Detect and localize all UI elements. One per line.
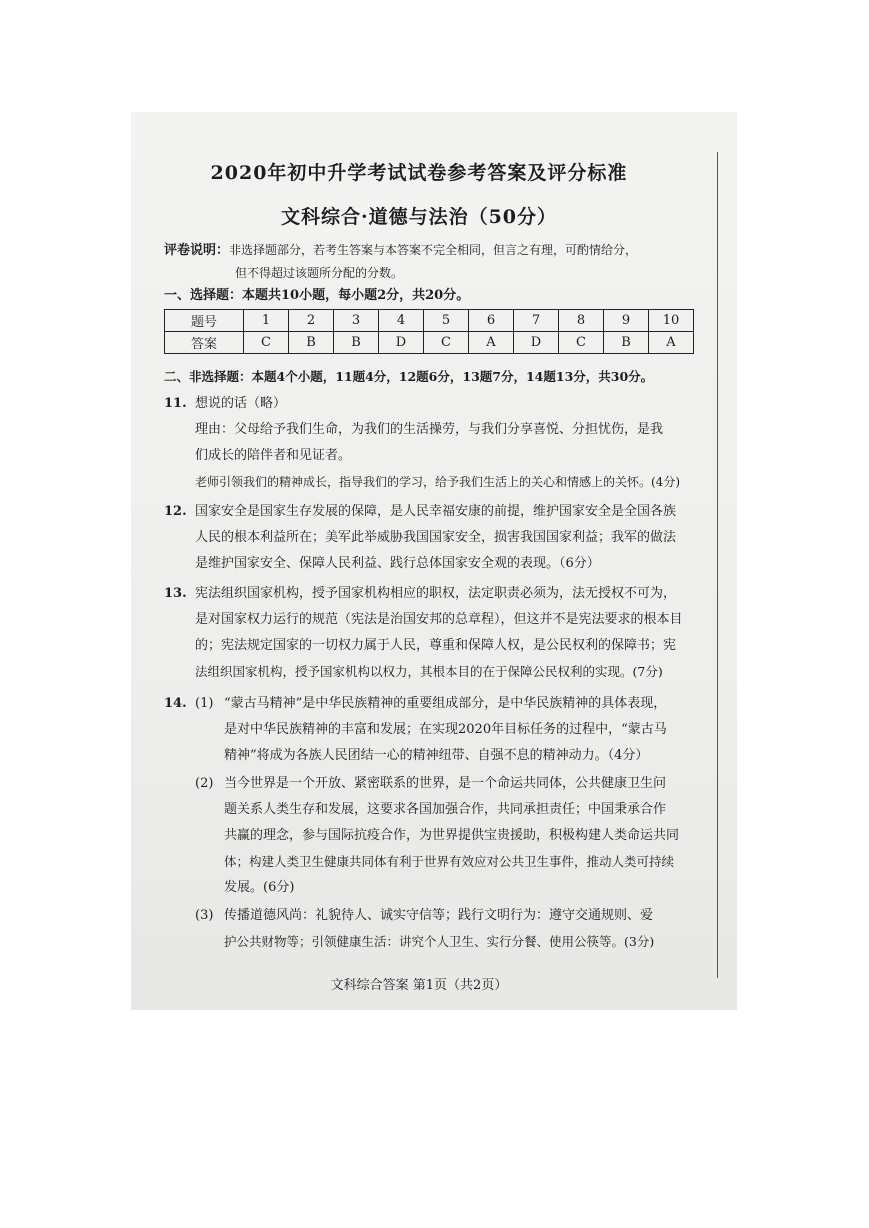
answer-table-number-row xyxy=(165,310,694,332)
question-number-cell: 3 xyxy=(334,310,379,332)
q13-number: 13. xyxy=(164,586,187,601)
q14-part1-line-2: 是对中华民族精神的丰富和发展；在实现2020年目标任务的过程中，“蒙古马 xyxy=(224,722,667,737)
answer-table-number-label: 题号 xyxy=(165,310,244,332)
answer-cell: B xyxy=(334,332,379,354)
q11-line-4: 老师引领我们的精神成长，指导我们的学习，给予我们生活上的关心和情感上的关怀。(4分) xyxy=(195,475,681,489)
section1-heading: 一、选择题：本题共10小题，每小题2分，共20分。 xyxy=(164,288,470,303)
q14-part1-mark: (1) xyxy=(195,696,214,711)
answer-cell: D xyxy=(379,332,424,354)
q14-part3-line-1: 传播道德风尚：礼貌待人、诚实守信等；践行文明行为：遵守交通规则、爱 xyxy=(224,908,654,923)
q13-line-4: 法组织国家机构，授予国家机构以权力，其根本目的在于保障公民权利的实现。(7分) xyxy=(195,664,663,679)
question-number-cell: 6 xyxy=(469,310,514,332)
answer-cell: A xyxy=(469,332,514,354)
question-number-cell: 10 xyxy=(649,310,694,332)
answer-cell: C xyxy=(559,332,604,354)
q13-line-1: 宪法组织国家机构，授予国家机构相应的职权，法定职责必须为，法无授权不可为， xyxy=(195,586,677,601)
q14-part3-line-2: 护公共财物等；引领健康生活：讲究个人卫生、实行分餐、使用公筷等。(3分) xyxy=(224,934,655,949)
question-number-cell: 8 xyxy=(559,310,604,332)
question-number-cell: 9 xyxy=(604,310,649,332)
answer-table xyxy=(164,309,694,354)
q11-line-2: 理由：父母给予我们生命，为我们的生活操劳，与我们分享喜悦、分担忧伤，是我 xyxy=(195,422,664,437)
answer-cell: B xyxy=(289,332,334,354)
q13-line-2: 是对国家权力运行的规范（宪法是治国安邦的总章程），但这并不是宪法要求的根本目 xyxy=(195,612,683,627)
q14-part2-mark: (2) xyxy=(195,776,214,791)
question-number-cell: 4 xyxy=(379,310,424,332)
exam-answer-sheet-photo xyxy=(131,112,737,1010)
margin-binding-line xyxy=(717,152,718,978)
answer-cell: C xyxy=(424,332,469,354)
answer-cell: A xyxy=(649,332,694,354)
q11-line-1: 想说的话（略） xyxy=(195,396,287,411)
q12-line-1: 国家安全是国家生存发展的保障，是人民幸福安康的前提，维护国家安全是全国各族 xyxy=(195,504,677,519)
grading-note-text-1: 非选择题部分，若考生答案与本答案不完全相同，但言之有理，可酌情给分， xyxy=(229,243,638,257)
page-title: 2020年初中升学考试试卷参考答案及评分标准 xyxy=(210,162,628,184)
q12-line-2: 人民的根本利益所在；美军此举威胁我国国家安全，损害我国国家利益；我军的做法 xyxy=(195,530,677,545)
answer-cell: C xyxy=(244,332,289,354)
q14-part1-line-3: 精神”将成为各族人民团结一心的精神纽带、自强不息的精神动力。（4分） xyxy=(224,748,649,763)
q11-number: 11. xyxy=(164,396,187,411)
question-number-cell: 1 xyxy=(244,310,289,332)
q14-number: 14. xyxy=(164,696,187,711)
q11-line-3: 们成长的陪伴者和见证者。 xyxy=(195,448,352,463)
grading-note-line-2: 但不得超过该题所分配的分数。 xyxy=(235,266,404,280)
page-footer: 文科综合答案 第1页（共2页） xyxy=(330,978,508,993)
question-number-cell: 2 xyxy=(289,310,334,332)
q14-part2-line-3: 共赢的理念，参与国际抗疫合作，为世界提供宝贵援助，积极构建人类命运共同 xyxy=(224,828,680,843)
answer-cell: B xyxy=(604,332,649,354)
q14-part3-mark: (3) xyxy=(195,908,214,923)
q12-line-3: 是维护国家安全、保障人民利益、践行总体国家安全观的表现。（6分） xyxy=(195,556,600,571)
page-subtitle: 文科综合·道德与法治（50分） xyxy=(280,206,558,228)
q13-line-3: 的；宪法规定国家的一切权力属于人民，尊重和保障人权，是公民权利的保障书；宪 xyxy=(195,638,677,653)
q12-number: 12. xyxy=(164,504,187,519)
section2-heading: 二、非选择题：本题4个小题，11题4分，12题6分，13题7分，14题13分，共30分。 xyxy=(164,369,654,384)
grading-note-label: 评卷说明： xyxy=(164,243,230,258)
question-number-cell: 7 xyxy=(514,310,559,332)
question-number-cell: 5 xyxy=(424,310,469,332)
q14-part1-line-1: “蒙古马精神”是中华民族精神的重要组成部分，是中华民族精神的具体表现， xyxy=(224,696,667,711)
answer-cell: D xyxy=(514,332,559,354)
q14-part2-line-4: 体；构建人类卫生健康共同体有利于世界有效应对公共卫生事件，推动人类可持续 xyxy=(224,854,675,869)
q14-part2-line-1: 当今世界是一个开放、紧密联系的世界，是一个命运共同体，公共健康卫生问 xyxy=(224,776,667,791)
q14-part2-line-2: 题关系人类生存和发展，这要求各国加强合作，共同承担责任；中国秉承合作 xyxy=(224,802,667,817)
answer-table-answer-row xyxy=(165,332,694,354)
grading-note-line-1 xyxy=(164,242,637,259)
answer-table-answer-label: 答案 xyxy=(165,332,244,354)
q14-part2-line-5: 发展。(6分) xyxy=(224,880,295,895)
